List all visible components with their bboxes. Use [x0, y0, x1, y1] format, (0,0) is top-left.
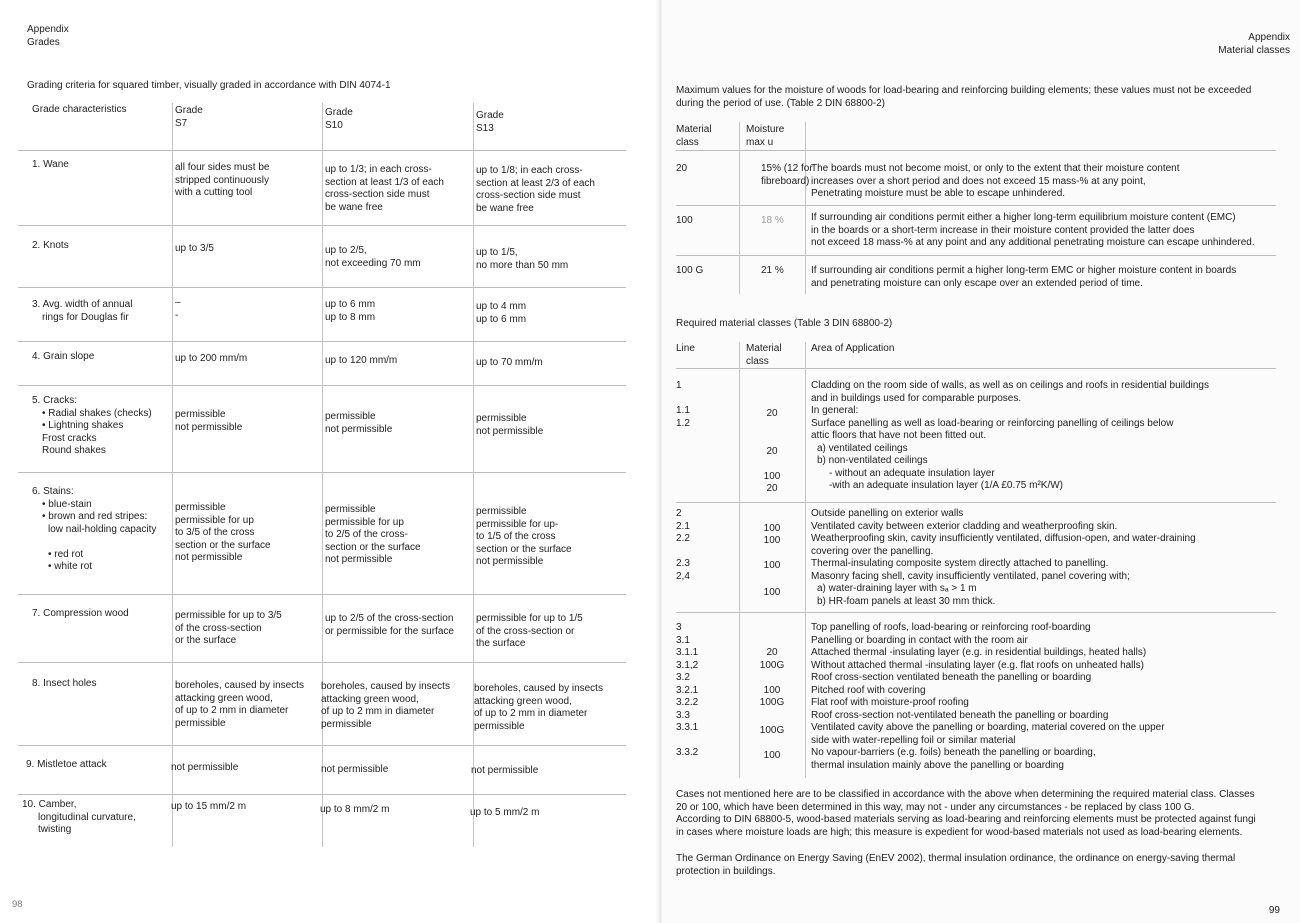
row-characteristic: 6. Stains: • blue-stain • brown and red stripes: low nail-holding capacity • red rot • white rot [32, 486, 182, 574]
row-s13: permissible for up to 1/5 of the cross-section or the surface [476, 613, 583, 649]
moisture-value: 18 % [761, 215, 784, 226]
group-2-classes: 100 100 100 100 [763, 522, 781, 598]
row-s7: up to 15 mm/2 m [171, 801, 247, 812]
moisture-value: 15% (12 for fibreboard) [761, 163, 813, 187]
table-row [18, 151, 626, 226]
row-s7: all four sides must be stripped continuously with a cutting tool [175, 162, 270, 198]
row-s13: up to 1/5, no more than 50 mm [476, 247, 569, 271]
row-s7: up to 200 mm/m [175, 353, 248, 364]
header-topic: Grades [27, 37, 60, 48]
row-s10: permissible not permissible [325, 411, 393, 435]
table-row [18, 288, 626, 342]
group-3-lines: 3 3.1 3.1.1 3.1,2 3.2 3.2.1 3.2.2 3.3 3.3.1 3.3.2 [676, 622, 699, 758]
row-characteristic: 8. Insect holes [32, 678, 97, 689]
group-3-classes: 20 100G 100 100G 100G 100 [759, 647, 785, 761]
table-row [18, 386, 626, 473]
left-page-number: 98 [12, 899, 23, 910]
header-moisture: Moisture max u [746, 124, 785, 148]
row-s10: not permissible [321, 764, 389, 775]
row-s7: up to 3/5 [175, 243, 214, 254]
row-s7: boreholes, caused by insects attacking green wood, of up to 2 mm in diameter permissible [175, 680, 304, 729]
group-1-areas: Cladding on the room side of walls, as well as on ceilings and roofs in residential buildings and in buildings used for comparable purposes. In general: Surface panelling as well as load-bearing or reinforcing panelling of ceilings below attic floors that have not been fitted out. a) ventilated ceilings b) non-ventilated ceilings - without an adequate insulation layer -with an adequate insulation layer (1/A £0.75 m²K/W) [811, 380, 1209, 491]
moisture-description: If surrounding air conditions permit either a higher long-term equilibrium moisture content (EMC) in the boards or a short-term increase in their moisture content provided the latter does not exceed 18 mass-% at any point and any additional penetrating moisture can escape unhindered. [811, 212, 1255, 248]
table-row [18, 663, 626, 746]
moisture-description: If surrounding air conditions permit a higher long-term EMC or higher moisture content in boards and penetrating moisture can only escape over an extended period of time. [811, 265, 1237, 289]
right-page [662, 0, 1300, 923]
group-2-areas: Outside panelling on exterior walls Ventilated cavity between exterior cladding and weatherproofing skin. Weatherproofing skin, cavity insufficiently ventilated, diffusion-open, and water-draining covering over the panelling. Thermal-insulating composite system directly attached to panelling. Masonry facing shell, cavity insufficiently ventilated, panel covering with; a) water-draining layer with sₐ > 1 m b) HR-foam panels at least 30 mm thick. [811, 508, 1196, 607]
header-topic: Material classes [1218, 45, 1290, 56]
header-grade-s10: Grade S10 [325, 107, 353, 131]
row-characteristic: 1. Wane [32, 159, 69, 170]
energy-ordinance-note: The German Ordinance on Energy Saving (EnEV 2002), thermal insulation ordinance, the ordinance on energy-saving thermal protection in buildings. [676, 853, 1236, 877]
header-material-class: Material class [676, 124, 712, 148]
row-s13: permissible not permissible [476, 413, 544, 437]
group-2-lines: 2 2.1 2.2 2.3 2,4 [676, 508, 690, 582]
classification-notes: Cases not mentioned here are to be classified in accordance with the above when determining the required material class. Classes 20 or 100, which have been determined in this way, may not - under any circumstances - be replaced by class 100 G. According to DIN 68800-5, wood-based materials serving as load-bearing and reinforcing elements must be protected against fungi in cases where moisture loads are high; this measure is expedient for wood-based materials not used as load-bearing elements. [676, 789, 1256, 838]
group-1-lines: 1 1.1 1.2 [676, 380, 690, 429]
table-row [18, 226, 626, 288]
row-s7: permissible not permissible [175, 409, 243, 433]
row-s10: up to 2/5 of the cross-section or permissible for the surface [325, 613, 454, 637]
row-s10: permissible permissible for up to 2/5 of the cross- section or the surface not permissible [325, 504, 421, 565]
header-area: Area of Application [811, 343, 895, 354]
moisture-class: 20 [676, 163, 688, 174]
header-section: Appendix [27, 24, 69, 35]
moisture-intro: Maximum values for the moisture of woods for load-bearing and reinforcing building elements; these values must not be exceeded during the period of use. (Table 2 DIN 68800-2) [676, 85, 1252, 109]
material-classes-table [676, 342, 1276, 778]
moisture-class: 100 [676, 215, 693, 226]
table-row [18, 746, 626, 795]
row-characteristic: 7. Compression wood [32, 608, 129, 619]
row-s13: boreholes, caused by insects attacking green wood, of up to 2 mm in diameter permissible [474, 683, 603, 732]
header-grade-s13: Grade S13 [476, 110, 504, 134]
row-s7: permissible for up to 3/5 of the cross-section or the surface [175, 610, 282, 646]
row-s10: boreholes, caused by insects attacking green wood, of up to 2 mm in diameter permissible [321, 681, 450, 730]
row-s7: – - [175, 297, 181, 321]
row-s13: up to 1/8; in each cross- section at least 2/3 of each cross-section side must be wane free [476, 165, 595, 214]
header-grade-characteristics: Grade characteristics [32, 104, 127, 115]
row-s13: not permissible [471, 765, 539, 776]
table-row [18, 342, 626, 386]
header-grade-s7: Grade S7 [175, 105, 203, 129]
row-s13: up to 5 mm/2 m [470, 807, 540, 818]
group-1-classes: 20 20 100 20 [763, 408, 781, 494]
moisture-description: The boards must not become moist, or only to the extent that their moisture content increases over a short period and does not exceed 15 mass-% at any point, Penetrating moisture must be able to escape unhindered. [811, 163, 1180, 199]
group-3-areas: Top panelling of roofs, load-bearing or reinforcing roof-boarding Panelling or boarding in contact with the room air Attached thermal -insulating layer (e.g. in residential buildings, heated halls) Without attached thermal -insulating layer (e.g. flat roofs on unheated halls) Roof cross-section ventilated beneath the panelling or boarding Pitched roof with covering Flat roof with moisture-proof roofing Roof cross-section not-ventilated beneath the panelling or boarding Ventilated cavity above the panelling or boarding, material covered on the upper side with water-repelling foil or similar material No vapour-barriers (e.g. foils) beneath the panelling or boarding, thermal insulation mainly above the panelling or boarding [811, 622, 1165, 771]
row-characteristic: 5. Cracks: • Radial shakes (checks) • Lightning shakes Frost cracks Round shakes [32, 395, 182, 458]
moisture-class: 100 G [676, 265, 704, 276]
table-row [18, 473, 626, 595]
header-class: Material class [746, 343, 782, 367]
row-characteristic: 3. Avg. width of annual rings for Douglas fir [32, 299, 133, 323]
row-characteristic: 4. Grain slope [32, 351, 95, 362]
row-s10: up to 120 mm/m [325, 355, 398, 366]
row-s10: up to 2/5, not exceeding 70 mm [325, 245, 421, 269]
row-s10: up to 8 mm/2 m [320, 804, 390, 815]
classes-title: Required material classes (Table 3 DIN 68800-2) [676, 318, 893, 329]
moisture-table [676, 122, 1276, 294]
header-line: Line [676, 343, 695, 354]
row-s10: up to 1/3; in each cross- section at least 1/3 of each cross-section side must be wane free [325, 164, 444, 213]
table-row [18, 795, 626, 847]
grading-intro: Grading criteria for squared timber, visually graded in accordance with DIN 4074-1 [27, 80, 391, 91]
row-s13: up to 70 mm/m [476, 357, 543, 368]
row-s7: permissible permissible for up to 3/5 of the cross section or the surface not permissible [175, 502, 271, 563]
row-characteristic: 9. Mistletoe attack [26, 759, 107, 770]
table-row [18, 595, 626, 663]
left-page-header [27, 23, 69, 49]
row-characteristic: 10. Camber, longitudinal curvature, twisting [22, 799, 136, 835]
row-s7: not permissible [171, 762, 239, 773]
right-page-header [1218, 31, 1290, 57]
right-page-number: 99 [1268, 905, 1280, 916]
row-s10: up to 6 mm up to 8 mm [325, 299, 376, 323]
row-s13: up to 4 mm up to 6 mm [476, 301, 527, 325]
row-characteristic: 2. Knots [32, 240, 69, 251]
grading-table-header [18, 103, 626, 151]
row-s13: permissible permissible for up- to 1/5 of the cross section or the surface not permissible [476, 506, 572, 567]
moisture-value: 21 % [761, 265, 784, 276]
grading-table [18, 103, 626, 847]
header-section: Appendix [1248, 32, 1290, 43]
